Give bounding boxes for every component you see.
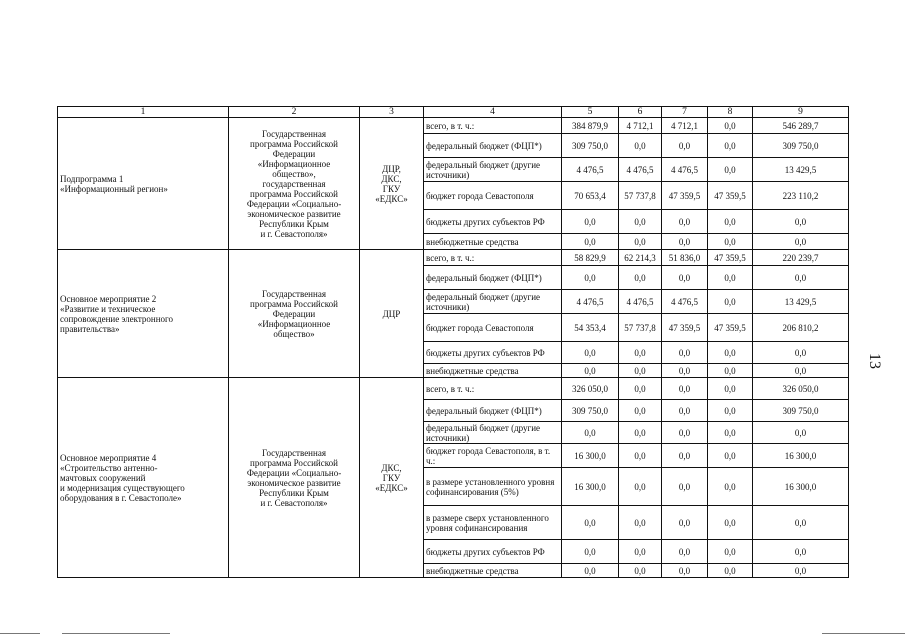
amount-cell: 0,0 (619, 468, 662, 506)
amount-cell: 0,0 (562, 234, 619, 250)
amount-cell: 0,0 (562, 364, 619, 378)
header-cell: 4 (424, 107, 562, 118)
amount-cell: 47 359,5 (662, 182, 708, 210)
bottom-rule (0, 633, 40, 634)
amount-cell: 70 653,4 (562, 182, 619, 210)
amount-cell: 0,0 (753, 234, 849, 250)
executor-cell-text: ДКС, ГКУ «ЕДКС» (375, 462, 408, 493)
amount-cell: 0,0 (662, 400, 708, 422)
amount-cell: 16 300,0 (562, 468, 619, 506)
amount-cell: 309 750,0 (753, 134, 849, 158)
amount-cell: 51 836,0 (662, 250, 708, 266)
amount-cell: 309 750,0 (562, 400, 619, 422)
amount-cell: 0,0 (562, 506, 619, 540)
funding-source-cell: бюджет города Севастополя, в т. ч.: (424, 444, 562, 468)
amount-cell: 4 712,1 (619, 118, 662, 134)
amount-cell: 0,0 (708, 364, 753, 378)
amount-cell: 0,0 (662, 134, 708, 158)
amount-cell: 16 300,0 (562, 444, 619, 468)
header-cell: 3 (360, 107, 424, 118)
amount-cell: 58 829,9 (562, 250, 619, 266)
amount-cell: 0,0 (662, 444, 708, 468)
amount-cell: 220 239,7 (753, 250, 849, 266)
amount-cell: 0,0 (708, 342, 753, 364)
amount-cell: 0,0 (708, 134, 753, 158)
amount-cell: 326 050,0 (562, 378, 619, 400)
amount-cell: 223 110,2 (753, 182, 849, 210)
amount-cell: 0,0 (753, 506, 849, 540)
amount-cell: 0,0 (619, 234, 662, 250)
amount-cell: 0,0 (753, 422, 849, 444)
amount-cell: 0,0 (753, 342, 849, 364)
amount-cell: 4 476,5 (662, 290, 708, 314)
amount-cell: 16 300,0 (753, 468, 849, 506)
amount-cell: 0,0 (662, 266, 708, 290)
amount-cell: 0,0 (619, 378, 662, 400)
program-cell (229, 378, 360, 578)
amount-cell: 47 359,5 (708, 182, 753, 210)
funding-table (57, 106, 849, 578)
funding-source-cell: федеральный бюджет (ФЦП*) (424, 266, 562, 290)
header-cell: 7 (662, 107, 708, 118)
amount-cell: 4 476,5 (662, 158, 708, 182)
funding-source-cell: в размере сверх установленного уровня софинансирования (424, 506, 562, 540)
amount-cell: 57 737,8 (619, 314, 662, 342)
header-row (58, 107, 849, 118)
amount-cell: 4 476,5 (562, 290, 619, 314)
amount-cell: 309 750,0 (753, 400, 849, 422)
executor-cell (360, 250, 424, 378)
header-cell: 1 (58, 107, 229, 118)
amount-cell: 0,0 (708, 290, 753, 314)
amount-cell: 0,0 (708, 210, 753, 234)
funding-source-cell: внебюджетные средства (424, 234, 562, 250)
amount-cell: 0,0 (708, 118, 753, 134)
amount-cell: 47 359,5 (708, 250, 753, 266)
amount-cell: 62 214,3 (619, 250, 662, 266)
amount-cell: 0,0 (708, 468, 753, 506)
amount-cell: 0,0 (708, 158, 753, 182)
funding-source-cell: бюджеты других субъектов РФ (424, 540, 562, 564)
amount-cell: 16 300,0 (753, 444, 849, 468)
funding-source-cell: внебюджетные средства (424, 364, 562, 378)
block-name-cell-text: Основное мероприятие 2 «Развитие и техническое сопровождение электронного правительства» (60, 293, 174, 334)
amount-cell: 0,0 (562, 422, 619, 444)
amount-cell: 0,0 (753, 540, 849, 564)
amount-cell: 0,0 (562, 266, 619, 290)
funding-source-cell: федеральный бюджет (другие источники) (424, 422, 562, 444)
amount-cell: 0,0 (708, 540, 753, 564)
amount-cell: 0,0 (562, 342, 619, 364)
amount-cell: 0,0 (619, 444, 662, 468)
amount-cell: 4 476,5 (619, 158, 662, 182)
bottom-rule (62, 633, 170, 634)
header-cell: 5 (562, 107, 619, 118)
amount-cell: 309 750,0 (562, 134, 619, 158)
amount-cell: 13 429,5 (753, 290, 849, 314)
amount-cell: 0,0 (662, 378, 708, 400)
funding-source-cell: федеральный бюджет (ФЦП*) (424, 400, 562, 422)
amount-cell: 384 879,9 (562, 118, 619, 134)
amount-cell: 0,0 (708, 400, 753, 422)
amount-cell: 4 712,1 (662, 118, 708, 134)
amount-cell: 0,0 (753, 266, 849, 290)
amount-cell: 0,0 (708, 234, 753, 250)
amount-cell: 0,0 (662, 422, 708, 444)
amount-cell: 0,0 (662, 210, 708, 234)
amount-cell: 0,0 (619, 134, 662, 158)
amount-cell: 0,0 (562, 210, 619, 234)
funding-source-cell: внебюджетные средства (424, 564, 562, 578)
amount-cell: 0,0 (619, 342, 662, 364)
funding-source-cell: всего, в т. ч.: (424, 250, 562, 266)
amount-cell: 0,0 (619, 422, 662, 444)
amount-cell: 206 810,2 (753, 314, 849, 342)
executor-cell-text: ДЦР, ДКС, ГКУ «ЕДКС» (375, 163, 408, 204)
amount-cell: 47 359,5 (708, 314, 753, 342)
amount-cell: 0,0 (662, 564, 708, 578)
funding-source-cell: бюджет города Севастополя (424, 182, 562, 210)
amount-cell: 0,0 (708, 378, 753, 400)
funding-source-cell: федеральный бюджет (другие источники) (424, 158, 562, 182)
funding-source-cell: бюджеты других субъектов РФ (424, 210, 562, 234)
amount-cell: 0,0 (753, 364, 849, 378)
amount-cell: 0,0 (708, 564, 753, 578)
amount-cell: 0,0 (753, 564, 849, 578)
header-cell: 9 (753, 107, 849, 118)
amount-cell: 13 429,5 (753, 158, 849, 182)
amount-cell: 0,0 (619, 210, 662, 234)
amount-cell: 0,0 (662, 234, 708, 250)
block-name-cell (58, 378, 229, 578)
amount-cell: 0,0 (562, 540, 619, 564)
block-name-cell (58, 118, 229, 250)
table-row (58, 378, 849, 400)
block-name-cell-text: Подпрограмма 1 «Информационный регион» (60, 173, 168, 194)
amount-cell: 0,0 (708, 422, 753, 444)
table-row (58, 118, 849, 134)
amount-cell: 0,0 (619, 540, 662, 564)
executor-cell-text: ДЦР (382, 308, 401, 319)
amount-cell: 546 289,7 (753, 118, 849, 134)
amount-cell: 0,0 (619, 506, 662, 540)
header-cell: 6 (619, 107, 662, 118)
amount-cell: 4 476,5 (619, 290, 662, 314)
funding-source-cell: в размере установленного уровня софинансирования (5%) (424, 468, 562, 506)
page-number: 13 (866, 353, 883, 369)
funding-source-cell: федеральный бюджет (ФЦП*) (424, 134, 562, 158)
amount-cell: 0,0 (708, 506, 753, 540)
amount-cell: 0,0 (619, 266, 662, 290)
program-cell-text: Государственная программа Российской Федерации «Информационное общество», государственная программа Российской Федерации «Социально- экономическое развитие Республики Крым и г. Севастополя» (246, 128, 342, 239)
funding-source-cell: всего, в т. ч.: (424, 118, 562, 134)
executor-cell (360, 378, 424, 578)
funding-source-cell: бюджеты других субъектов РФ (424, 342, 562, 364)
block-name-cell (58, 250, 229, 378)
amount-cell: 0,0 (562, 564, 619, 578)
amount-cell: 0,0 (662, 364, 708, 378)
funding-source-cell: федеральный бюджет (другие источники) (424, 290, 562, 314)
amount-cell: 0,0 (753, 210, 849, 234)
program-cell (229, 250, 360, 378)
header-cell: 2 (229, 107, 360, 118)
funding-source-cell: бюджет города Севастополя (424, 314, 562, 342)
amount-cell: 0,0 (662, 468, 708, 506)
amount-cell: 0,0 (708, 266, 753, 290)
amount-cell: 4 476,5 (562, 158, 619, 182)
amount-cell: 54 353,4 (562, 314, 619, 342)
funding-source-cell: всего, в т. ч.: (424, 378, 562, 400)
header-cell: 8 (708, 107, 753, 118)
block-name-cell-text: Основное мероприятие 4 «Строительство антенно- мачтовых сооружений и модернизация существующего оборудования в г. Севастополе» (60, 452, 185, 503)
amount-cell: 0,0 (662, 506, 708, 540)
amount-cell: 0,0 (662, 540, 708, 564)
program-cell-text: Государственная программа Российской Федерации «Социально- экономическое развитие Республики Крым и г. Севастополя» (246, 447, 342, 508)
amount-cell: 326 050,0 (753, 378, 849, 400)
amount-cell: 0,0 (619, 400, 662, 422)
bottom-rule (822, 633, 905, 634)
amount-cell: 0,0 (619, 364, 662, 378)
amount-cell: 47 359,5 (662, 314, 708, 342)
program-cell (229, 118, 360, 250)
table-row (58, 250, 849, 266)
amount-cell: 0,0 (708, 444, 753, 468)
amount-cell: 57 737,8 (619, 182, 662, 210)
executor-cell (360, 118, 424, 250)
program-cell-text: Государственная программа Российской Федерации «Информационное общество» (250, 288, 338, 339)
amount-cell: 0,0 (619, 564, 662, 578)
amount-cell: 0,0 (662, 342, 708, 364)
